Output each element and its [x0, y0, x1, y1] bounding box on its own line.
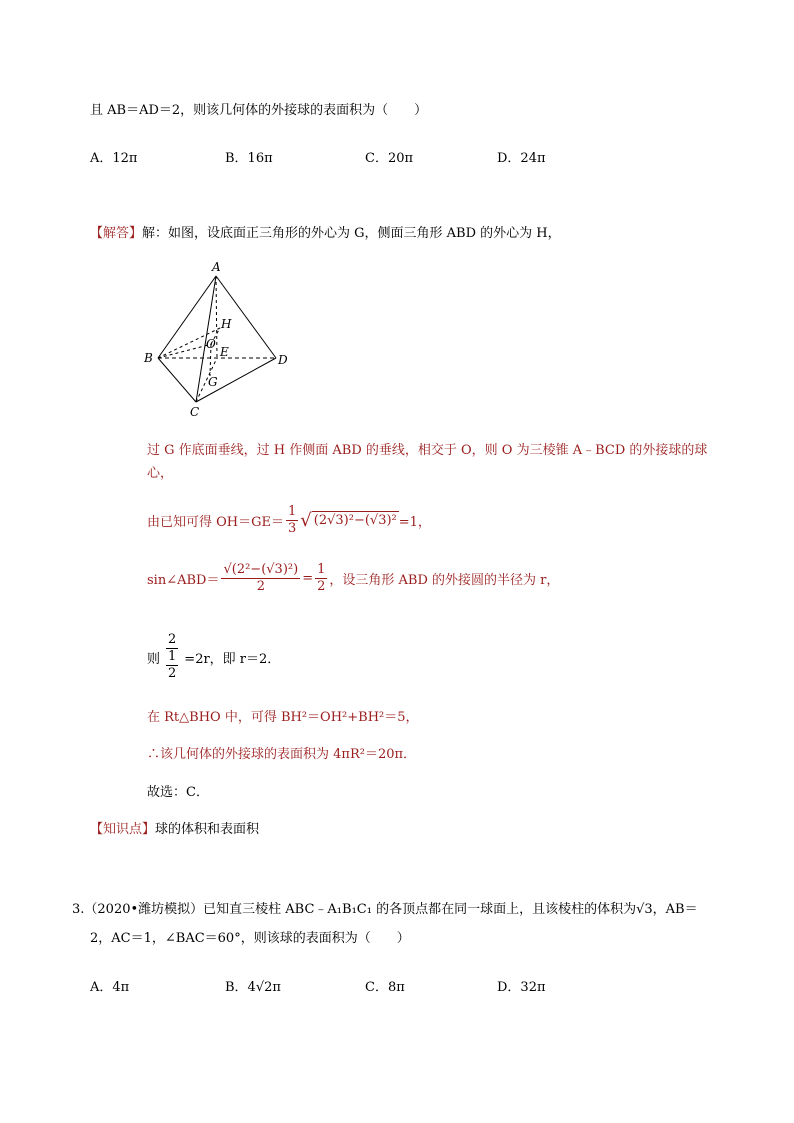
solution-step-7: 故选：C． [147, 785, 209, 800]
step3-frac-den: 2 [256, 579, 265, 594]
solution-intro-text: 解：如图，设底面正三角形的外心为 G，侧面三角形 ABD 的外心为 H， [142, 226, 561, 241]
label-e: E [220, 345, 229, 359]
step3-frac2-num: 1 [317, 562, 326, 577]
solution-step-5: 在 Rt△BHO 中，可得 BH²＝OH²+BH²＝5， [147, 710, 419, 725]
step3-fraction-2 [315, 562, 327, 595]
option-c: C．20π [365, 151, 414, 166]
step3-prefix: sin∠ABD＝ [147, 573, 220, 588]
question-stem-tail: 且 AB＝AD＝2，则该几何体的外接球的表面积为（ ） [90, 103, 428, 118]
question-3-line-2: 2，AC＝1，∠BAC＝60°，则该球的表面积为（ ） [90, 931, 410, 946]
solution-step-1a: 过 G 作底面垂线，过 H 作侧面 ABD 的垂线，相交于 O，则 O 为三棱锥 A﹣BCD 的外接球的球 [147, 443, 708, 458]
q3-option-d: D．32π [497, 980, 546, 995]
step4-fraction [162, 632, 182, 682]
option-b: B．16π [225, 151, 273, 166]
edge-bc [158, 358, 196, 402]
q3-option-c: C．8π [365, 980, 405, 995]
step2-frac-den: 3 [288, 521, 297, 536]
solution-step-3 [147, 562, 559, 595]
step4-inner-num: 1 [168, 649, 177, 664]
knowledge-tag: 【知识点】 [90, 822, 156, 837]
step2-sqrt [300, 511, 398, 531]
step3-fraction [221, 562, 300, 595]
q3-option-b: B．4√2π [225, 980, 281, 995]
solution-step-6: ∴该几何体的外接球的表面积为 4πR²＝20π． [147, 747, 417, 762]
step2-suffix: =1， [398, 515, 431, 530]
solution-intro [90, 225, 561, 243]
step3-eq: = [302, 571, 314, 586]
tetrahedron-figure [140, 258, 300, 420]
step2-frac-num: 1 [288, 504, 297, 519]
option-d: D．24π [497, 151, 546, 166]
step3-frac2-den: 2 [317, 579, 326, 594]
step4-inner-den: 2 [168, 666, 177, 681]
label-o: O [206, 337, 216, 351]
knowledge-point [90, 821, 259, 839]
label-g: G [208, 375, 218, 389]
solution-step-4 [147, 632, 280, 682]
label-c: C [190, 405, 200, 419]
label-b: B [144, 351, 153, 365]
solution-step-1b: 心， [147, 466, 174, 481]
question-3-line-1: 3.（2020•潍坊模拟）已知直三棱柱 ABC﹣A₁B₁C₁ 的各顶点都在同一球面上，且该棱柱的体积为√3，AB＝ [72, 902, 698, 917]
step4-suffix: =2r，即 r＝2． [184, 651, 281, 667]
solution-tag: 【解答】 [90, 226, 143, 241]
step2-fraction [286, 504, 298, 537]
label-h: H [221, 317, 232, 331]
step4-den [162, 649, 182, 682]
step3-frac-num: √(2²−(√3)²) [223, 562, 299, 577]
option-a: A．12π [90, 151, 138, 166]
sqrt-icon: √ [300, 509, 312, 531]
step2-prefix: 由已知可得 OH＝GE＝ [147, 515, 285, 530]
solution-step-2 [147, 504, 431, 537]
step4-inner-fraction [166, 649, 178, 682]
step4-num: 2 [168, 632, 177, 647]
label-a: A [212, 260, 221, 274]
step2-radicand: (2√3)²−(√3)² [312, 511, 399, 531]
line-ae [216, 276, 217, 358]
step4-prefix: 则 [147, 651, 161, 667]
knowledge-text: 球的体积和表面积 [155, 822, 260, 837]
label-d: D [278, 353, 288, 367]
step3-suffix: ，设三角形 ABD 的外接圆的半径为 r， [329, 573, 560, 588]
q3-option-a: A．4π [90, 980, 130, 995]
